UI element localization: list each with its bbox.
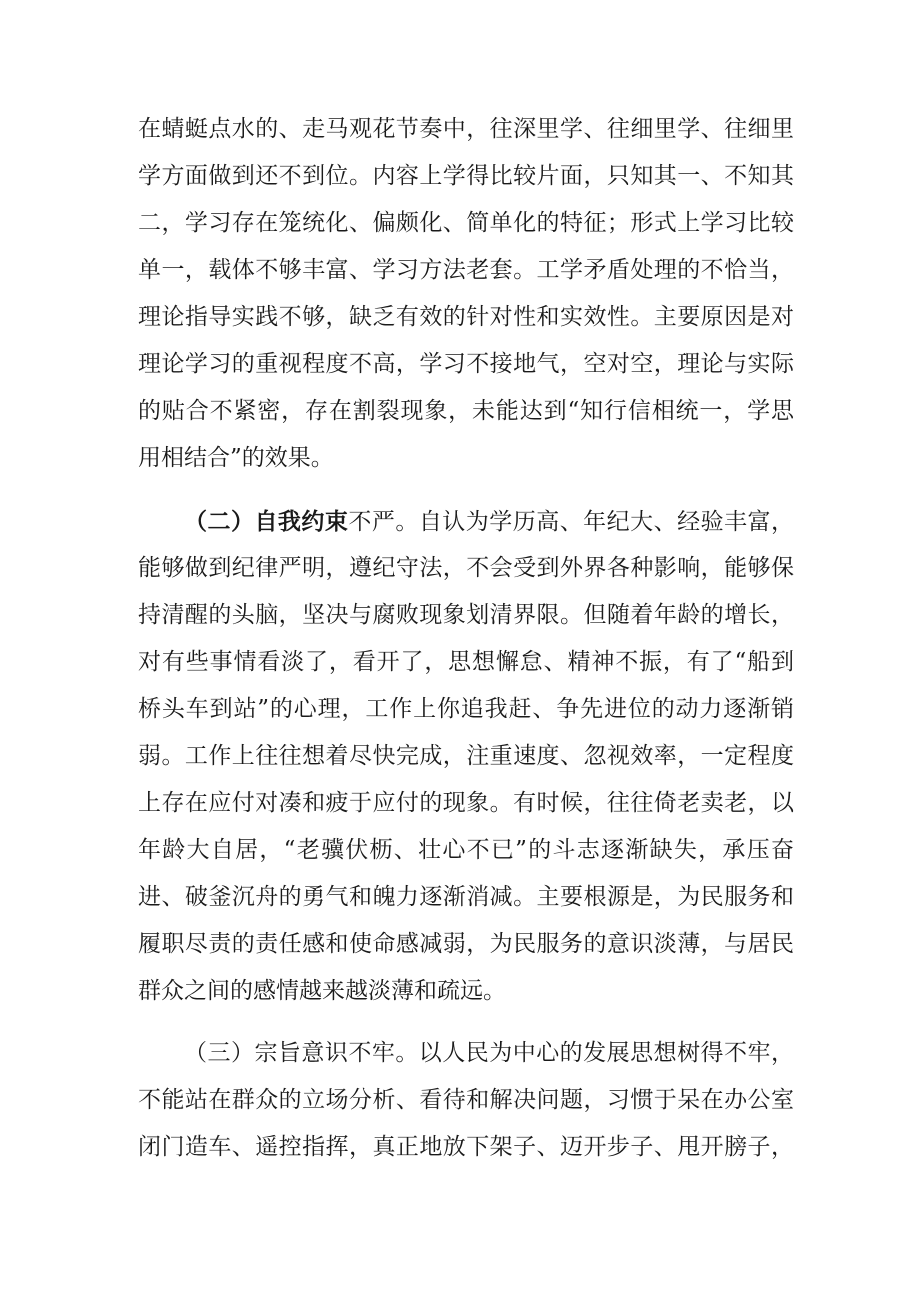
- text-line: 理论学习的重视程度不高，学习不接地气，空对空，理论与实际: [138, 351, 794, 377]
- text-line: 弱。工作上往往想着尽快完成，注重速度、忽视效率，一定程度: [138, 743, 794, 769]
- text-line: 群众之间的感情越来越淡薄和疏远。: [138, 978, 506, 1004]
- text-line: 对有些事情看淡了，看开了，思想懈怠、精神不振，有了“船到: [138, 649, 794, 675]
- text-line: 单一，载体不够丰富、学习方法老套。工学矛盾处理的不恰当，: [138, 257, 794, 283]
- text-line: 能够做到纪律严明，遵纪守法，不会受到外界各种影响，能够保: [138, 555, 794, 581]
- text-line: 履职尽责的责任感和使命感减弱，为民服务的意识淡薄，与居民: [138, 931, 794, 957]
- text-line: 上存在应付对凑和疲于应付的现象。有时候，往往倚老卖老，以: [138, 790, 794, 816]
- text-line-first: [138, 498, 794, 545]
- text-line: 桥头车到站”的心理，工作上你追我赶、争先进位的动力逐渐销: [138, 696, 794, 722]
- text-line: 不能站在群众的立场分析、看待和解决问题，习惯于呆在办公室: [138, 1087, 794, 1113]
- section-heading-2: （二）自我约束: [184, 508, 349, 535]
- text-line: 理论指导实践不够，缺乏有效的针对性和实效性。主要原因是对: [138, 304, 794, 330]
- section-heading-3: （三）宗旨意识不牢。以人民为中心的发展思想树得不牢，: [184, 1040, 794, 1066]
- paragraph-purpose-awareness: [138, 1030, 794, 1171]
- text-run: 不严。自认为学历高、年纪大、经验丰富，: [348, 509, 795, 535]
- paragraph-study-issues: [138, 106, 794, 482]
- text-line: 用相结合”的效果。: [138, 445, 334, 471]
- text-line: 闭门造车、遥控指挥，真正地放下架子、迈开步子、甩开膀子，: [138, 1134, 794, 1160]
- text-line: 的贴合不紧密，存在割裂现象，未能达到“知行信相统一，学思: [138, 398, 794, 424]
- text-line: 学方面做到还不到位。内容上学得比较片面，只知其一、不知其: [138, 163, 794, 189]
- text-line: 持清醒的头脑，坚决与腐败现象划清界限。但随着年龄的增长，: [138, 602, 794, 628]
- text-line: 二，学习存在笼统化、偏颇化、简单化的特征；形式上学习比较: [138, 210, 794, 236]
- text-line: 在蜻蜓点水的、走马观花节奏中，往深里学、往细里学、往细里: [138, 116, 794, 142]
- text-line: 年龄大自居，“老骥伏枥、壮心不已”的斗志逐渐缺失，承压奋: [138, 837, 794, 863]
- paragraph-self-discipline: [138, 498, 794, 1015]
- text-line: 进、破釜沉舟的勇气和魄力逐渐消减。主要根源是，为民服务和: [138, 884, 794, 910]
